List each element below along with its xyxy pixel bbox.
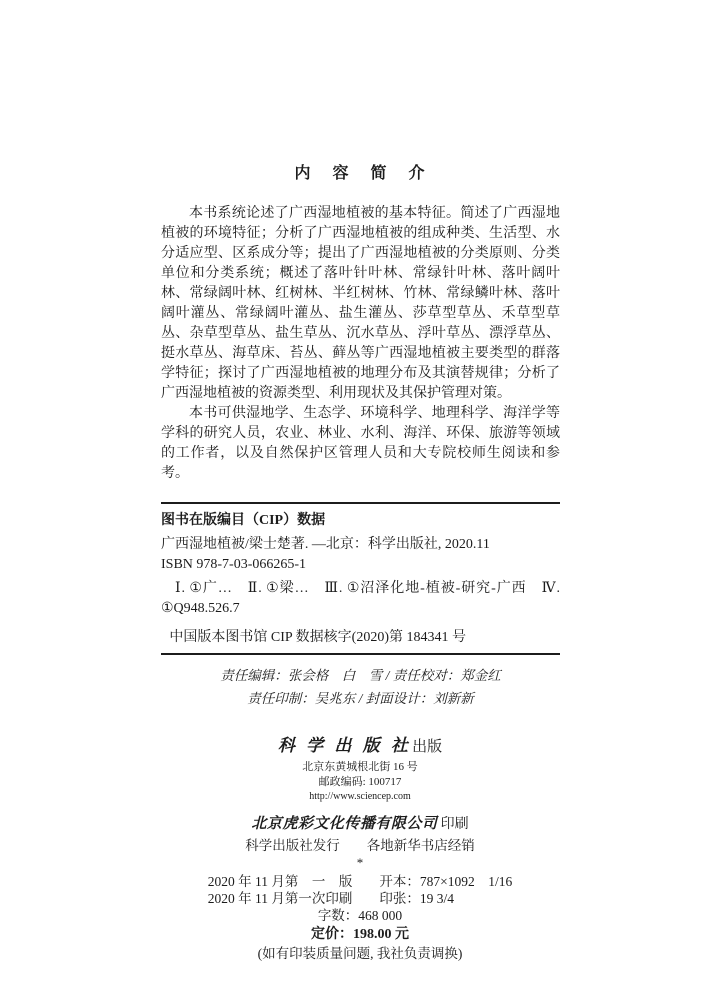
publisher-website: http://www.sciencep.com	[309, 791, 411, 802]
printer-name: 北京虎彩文化传播有限公司	[251, 816, 438, 832]
credits-line-print-design: 责任印制：吴兆东 / 封面设计：刘新新	[247, 691, 474, 706]
colophon-block	[0, 731, 720, 962]
publisher-name-suffix: 出版	[412, 739, 443, 755]
cip-record-number: 中国版本图书馆 CIP 数据核字(2020)第 184341 号	[169, 630, 466, 645]
edition-line-2: 2020 年 11 月第一次印刷 印张：19 3/4	[207, 891, 454, 906]
cip-block	[161, 511, 560, 648]
distribution-line: 科学出版社发行 各地新华书店经销	[245, 838, 475, 853]
divider-bottom	[161, 653, 560, 655]
intro-paragraph-1: 本书系统论述了广西湿地植被的基本特征。简述了广西湿地植被的环境特征；分析了广西湿地植被的组成种类、生活型、水分适应型、区系成分等；提出了广西湿地植被的分类原则、分类单位和分类系统；概述了落叶针叶林、常绿针叶林、落叶阔叶林、常绿阔叶林、红树林、半红树林、竹林、常绿鳞叶林、落叶阔叶灌丛、常绿阔叶灌丛、盐生灌丛、莎草型草丛、禾草型草丛、杂草型草丛、盐生草丛、沉水草丛、浮叶草丛、漂浮草丛、挺水草丛、海草床、苔丛、藓丛等广西湿地植被主要类型的群落学特征；探讨了广西湿地植被的地理分布及其演替规律；分析了广西湿地植被的资源类型、利用现状及其保护管理对策。	[161, 206, 560, 401]
credits-line-editors: 责任编辑：张会格 白 雪 / 责任校对：郑金红	[220, 668, 501, 683]
cip-classification: Ⅰ. ①广… Ⅱ. ①梁… Ⅲ. ①沼泽化地-植被-研究-广西 Ⅳ. ①Q948.526.7	[161, 581, 560, 616]
staff-credits	[161, 664, 560, 710]
edition-line-1: 2020 年 11 月第 一 版 开本：787×1092 1/16	[207, 874, 513, 889]
publisher-address: 北京东黄城根北街 16 号	[302, 761, 418, 773]
printer-suffix: 印刷	[440, 817, 469, 832]
upper-content	[161, 160, 560, 710]
price: 定价：198.00 元	[311, 927, 409, 942]
page-title: 内 容 简 介	[294, 165, 427, 182]
edition-info	[208, 873, 513, 907]
cip-title-line: 广西湿地植被/梁士楚著. —北京：科学出版社, 2020.11	[161, 537, 490, 552]
intro-paragraph-2: 本书可供湿地学、生态学、环境科学、地理科学、海洋学等学科的研究人员，农业、林业、水利、海洋、环保、旅游等领域的工作者，以及自然保护区管理人员和大专院校师生阅读和参考。	[161, 406, 560, 481]
divider-top	[161, 502, 560, 504]
printer-line	[0, 812, 720, 833]
quality-note: (如有印装质量问题, 我社负责调换)	[257, 946, 463, 961]
publisher-postcode: 邮政编码: 100717	[318, 776, 402, 788]
separator-star: *	[356, 855, 364, 870]
cip-isbn: ISBN 978-7-03-066265-1	[161, 557, 307, 572]
publisher-name: 科 学 出 版 社	[277, 736, 409, 755]
publisher-name-line	[0, 731, 720, 756]
word-count: 字数：468 000	[317, 908, 403, 923]
cip-header: 图书在版编目（CIP）数据	[161, 513, 326, 528]
